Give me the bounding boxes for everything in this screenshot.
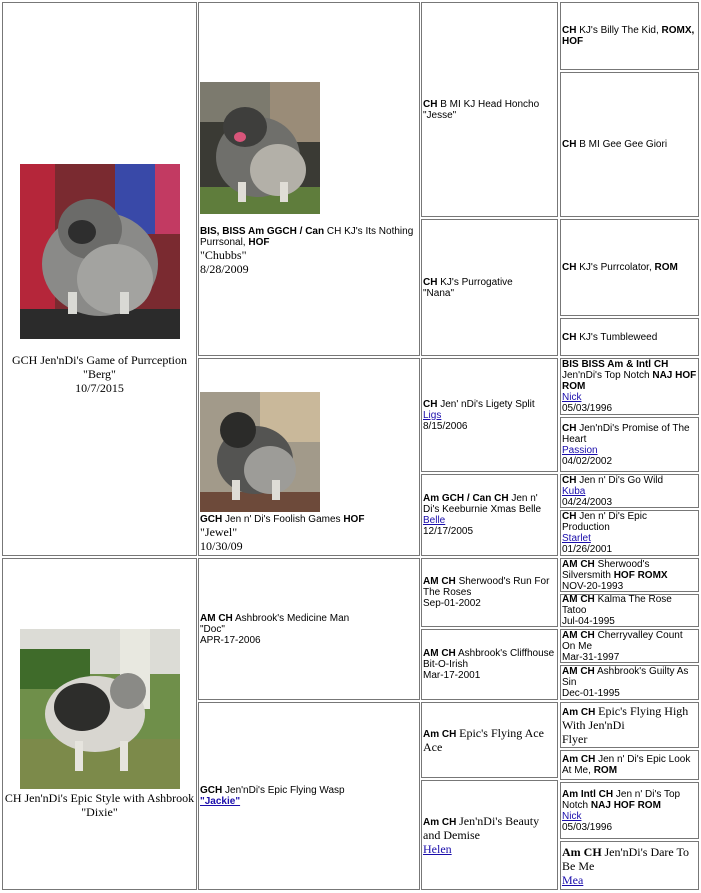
dog-photo-chubbs [200, 82, 320, 214]
gen4-9-date: NOV-20-1993 [562, 580, 624, 592]
gen2-sire-dam [198, 358, 420, 556]
gen3-cell-8 [421, 780, 558, 890]
gen2-dam-dam-titles: GCH [200, 785, 223, 796]
gen4-6-titles: CH [562, 422, 577, 434]
gen4-1-titles2: ROMX, HOF [562, 25, 695, 47]
gen4-cell-14 [560, 750, 699, 780]
gen4-9-titles2: HOF ROMX [613, 569, 668, 581]
sire-cell [2, 2, 197, 556]
gen4-cell-4 [560, 318, 699, 356]
dog-photo-jewel [200, 392, 320, 512]
gen3-4-date: 12/17/2005 [423, 526, 474, 537]
gen4-7-date: 04/24/2003 [562, 496, 613, 508]
gen4-13-titles: Am CH [562, 707, 596, 718]
gen3-5-titles: AM CH [423, 576, 456, 587]
gen4-2-titles: CH [562, 139, 577, 150]
gen4-cell-5 [560, 358, 699, 415]
sire-name: Jen'nDi's Game of Purrception [40, 352, 187, 367]
gen4-12-date: Dec-01-1995 [562, 688, 620, 699]
gen4-4-name: KJ's Tumbleweed [579, 331, 658, 343]
gen4-cell-2 [560, 72, 699, 217]
gen3-2-name: KJ's Purrogative [440, 276, 513, 288]
gen3-1-titles: CH [423, 98, 438, 110]
gen3-7-titles: Am CH [423, 729, 457, 740]
gen4-5-link[interactable]: Nick [562, 392, 582, 403]
dog-photo-berg [20, 164, 180, 339]
gen4-cell-16 [560, 841, 699, 890]
gen4-8-titles: CH [562, 511, 577, 522]
gen3-cell-6 [421, 629, 558, 700]
gen3-3-name: Jen' nDi's Ligety Split [440, 398, 535, 410]
gen2-sire-sire-titles2: HOF [248, 237, 270, 248]
gen3-5-name: Sherwood's Run For The Roses [423, 576, 550, 598]
gen2-dam-sire-titles: AM CH [200, 612, 233, 624]
gen4-13-name: Epic's Flying High With Jen'nDi [562, 704, 689, 732]
gen2-dam-sire-callname: "Doc" [200, 623, 225, 635]
gen4-11-date: Mar-31-1997 [562, 651, 620, 663]
gen3-3-date: 8/15/2006 [423, 420, 468, 432]
gen4-10-date: Jul-04-1995 [562, 616, 615, 627]
gen4-cell-1 [560, 2, 699, 70]
gen2-sire-dam-titles2: HOF [343, 514, 365, 525]
gen4-cell-11 [560, 629, 699, 663]
gen3-cell-4 [421, 474, 558, 556]
gen3-8-titles: Am CH [423, 817, 457, 828]
gen3-2-titles: CH [423, 276, 438, 288]
gen4-16-titles: Am CH [562, 844, 602, 859]
gen3-cell-7 [421, 702, 558, 778]
gen4-6-name: Jen'nDi's Promise of The Heart [562, 422, 690, 445]
gen4-14-titles2: ROM [593, 765, 618, 776]
gen3-2-callname: "Nana" [423, 287, 455, 299]
gen3-7-name: Epic's Flying Ace [459, 726, 544, 740]
gen4-9-titles: AM CH [562, 558, 595, 570]
gen4-3-titles2: ROM [654, 262, 678, 273]
gen3-7-callname: Ace [423, 740, 443, 754]
gen4-15-titles2: NAJ HOF ROM [590, 799, 661, 811]
gen2-sire-sire-date: 8/28/2009 [200, 262, 249, 276]
gen4-8-link[interactable]: Starlet [562, 533, 591, 544]
gen4-14-titles: Am CH [562, 754, 596, 765]
gen4-12-titles: AM CH [562, 666, 595, 677]
gen3-1-name: B MI KJ Head Honcho [440, 98, 540, 110]
gen4-2-name: B MI Gee Gee Giori [579, 139, 668, 150]
gen3-4-link[interactable]: Belle [423, 515, 446, 526]
gen3-cell-2 [421, 219, 558, 356]
gen2-dam-dam-link[interactable]: "Jackie" [200, 796, 241, 807]
gen2-sire-dam-name: Jen n' Di's Foolish Games [225, 514, 341, 525]
gen3-cell-3 [421, 358, 558, 472]
gen4-6-link[interactable]: Passion [562, 444, 598, 456]
gen4-15-date: 05/03/1996 [562, 821, 613, 833]
gen2-dam-sire [198, 558, 420, 700]
gen4-10-name: Kalma The Rose Tatoo [562, 594, 672, 616]
gen3-4-name: Jen n' Di's Keeburnie Xmas Belle [423, 493, 542, 515]
gen4-cell-6 [560, 417, 699, 472]
gen3-cell-5 [421, 558, 558, 627]
gen3-4-titles: Am GCH / Can CH [423, 493, 509, 504]
gen4-11-name: Cherryvalley Count On Me [562, 629, 683, 652]
gen4-12-name: Ashbrook's Guilty As Sin [562, 666, 689, 688]
dam-cell [2, 558, 197, 890]
gen4-5-date: 05/03/1996 [562, 403, 613, 414]
gen2-sire-sire-callname: "Chubbs" [200, 248, 247, 262]
gen4-cell-12 [560, 665, 699, 700]
gen4-cell-7 [560, 474, 699, 508]
gen2-dam-sire-date: APR-17-2006 [200, 634, 261, 646]
gen4-10-titles: AM CH [562, 594, 595, 605]
gen4-8-date: 01/26/2001 [562, 544, 613, 555]
gen4-14-name: Jen n' Di's Epic Look At Me, [562, 754, 691, 776]
gen2-dam-sire-name: Ashbrook's Medicine Man [235, 612, 350, 624]
gen4-cell-9 [560, 558, 699, 592]
gen4-5-name: Jen'nDi's Top Notch [562, 370, 650, 381]
gen4-cell-15 [560, 782, 699, 839]
dam-callname: "Dixie" [81, 805, 118, 819]
gen4-6-date: 04/02/2002 [562, 455, 613, 467]
gen3-8-link[interactable]: Helen [423, 842, 452, 856]
dam-name: Jen'nDi's Epic Style with Ashbrook [24, 791, 195, 805]
gen4-15-link[interactable]: Nick [562, 810, 582, 822]
gen4-15-name: Jen n' Di's Top Notch [562, 788, 681, 811]
gen3-3-titles: CH [423, 398, 438, 410]
sire-title: GCH [12, 352, 38, 367]
gen2-sire-sire [198, 2, 420, 356]
dam-title: CH [4, 791, 22, 805]
gen4-cell-13 [560, 702, 699, 748]
gen2-sire-sire-titles: BIS, BISS Am GGCH / Can [200, 226, 325, 237]
sire-callname: "Berg" [83, 366, 116, 381]
gen4-15-titles: Am Intl CH [562, 788, 614, 800]
gen4-1-titles: CH [562, 25, 577, 36]
gen4-3-name: KJ's Purrcolator, [579, 262, 652, 273]
gen4-16-name: Jen'nDi's Dare To Be Me [562, 844, 690, 873]
gen4-11-titles: AM CH [562, 629, 595, 641]
dog-photo-dixie [20, 629, 180, 789]
gen4-13-callname: Flyer [562, 732, 588, 746]
gen2-sire-dam-callname: "Jewel" [200, 525, 238, 539]
gen4-cell-3 [560, 219, 699, 316]
gen2-dam-dam-name: Jen'nDi's Epic Flying Wasp [225, 785, 345, 796]
gen4-1-name: KJ's Billy The Kid, [579, 25, 659, 36]
gen4-5-titles: BIS BISS Am & Intl CH [562, 359, 669, 370]
gen4-4-titles: CH [562, 331, 577, 343]
gen4-7-name: Jen n' Di's Go Wild [579, 474, 664, 486]
gen3-1-callname: "Jesse" [423, 109, 457, 121]
gen4-cell-10 [560, 594, 699, 627]
gen3-6-name: Ashbrook's Cliffhouse Bit-O-Irish [423, 648, 555, 670]
gen2-sire-dam-date: 10/30/09 [200, 539, 243, 553]
gen3-6-date: Mar-17-2001 [423, 670, 481, 681]
gen2-sire-sire-name: CH KJ's Its Nothing Purrsonal, [200, 226, 414, 248]
gen4-cell-8 [560, 510, 699, 556]
gen3-5-date: Sep-01-2002 [423, 598, 481, 609]
gen4-5-titles2: NAJ HOF ROM [562, 370, 697, 392]
gen3-cell-1 [421, 2, 558, 217]
gen4-7-titles: CH [562, 474, 577, 486]
gen4-16-link[interactable]: Mea [562, 872, 584, 887]
gen4-8-name: Jen n' Di's Epic Production [562, 511, 647, 533]
gen2-sire-dam-titles: GCH [200, 514, 223, 525]
gen3-8-name: Jen'nDi's Beauty and Demise [423, 814, 540, 842]
gen4-3-titles: CH [562, 262, 577, 273]
sire-date: 10/7/2015 [75, 380, 124, 395]
gen3-3-link[interactable]: Ligs [423, 409, 442, 421]
gen4-9-name: Sherwood's Silversmith [562, 558, 650, 581]
gen2-dam-dam [198, 702, 420, 890]
gen3-6-titles: AM CH [423, 648, 456, 659]
gen4-7-link[interactable]: Kuba [562, 485, 586, 497]
